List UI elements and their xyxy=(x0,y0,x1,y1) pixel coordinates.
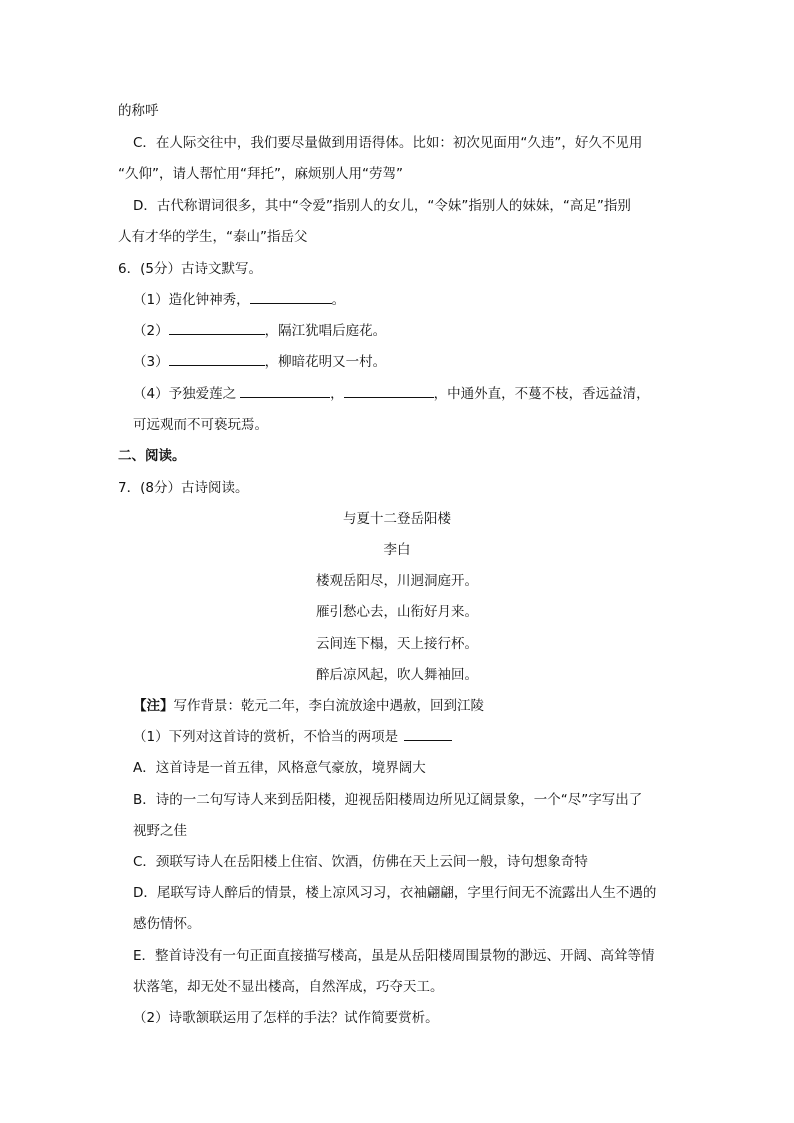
section-2-label: 二、阅读。 xyxy=(118,448,186,464)
poem-line: 醉后凉风起，吹人舞袖回。 xyxy=(316,667,478,683)
q6-item-3-suffix: ，柳暗花明又一村。 xyxy=(264,354,387,370)
q7-option-c: C．颈联写诗人在岳阳楼上住宿、饮酒，仿佛在天上云间一般，诗句想象奇特 xyxy=(133,854,588,870)
q6-item-2-prefix: （2） xyxy=(133,323,169,339)
q7-sub-1 xyxy=(133,727,452,747)
q5-tail-text: 的称呼 xyxy=(118,103,159,119)
q6-item-4-mid: ， xyxy=(330,386,344,402)
poem-note xyxy=(133,696,484,716)
poem-title: 与夏十二登岳阳楼 xyxy=(343,511,451,527)
q6-item-1-suffix: 。 xyxy=(331,292,346,308)
q6-item-4-line2: 可远观而不可亵玩焉。 xyxy=(133,417,268,433)
q7-option-a: A．这首诗是一首五律，风格意气豪放，境界阔大 xyxy=(133,760,426,776)
q6-item-4-prefix: （4）予独爱莲之 xyxy=(133,386,237,402)
q7-sub-2: （2）诗歌颔联运用了怎样的手法？试作简要赏析。 xyxy=(133,1010,439,1026)
answer-blank[interactable] xyxy=(240,384,330,398)
q5-option-c-line2: “久仰”，请人帮忙用“拜托”，麻烦别人用“劳驾” xyxy=(118,166,403,182)
q6-item-2 xyxy=(133,321,386,341)
q7-sub-1-text: （1）下列对这首诗的赏析，不恰当的两项是 xyxy=(133,729,399,745)
q7-option-d-line2: 感伤情怀。 xyxy=(133,916,201,932)
answer-blank[interactable] xyxy=(250,290,332,304)
poem-line: 楼观岳阳尽，川迥洞庭开。 xyxy=(316,573,478,589)
q7-option-b-line2: 视野之佳 xyxy=(133,823,187,839)
q5-option-d-line1: D．古代称谓词很多，其中“令爱”指别人的女儿，“令妹”指别人的妹妹，“高足”指别 xyxy=(133,198,631,214)
q5-option-c-line1: C．在人际交往中，我们要尽量做到用语得体。比如：初次见面用“久违”，好久不见用 xyxy=(133,135,643,151)
q5-option-d-line2: 人有才华的学生，“泰山”指岳父 xyxy=(118,229,308,245)
q6-item-4-suffix: ，中通外直，不蔓不枝，香远益清， xyxy=(433,386,650,402)
q7-title: 7．(8分）古诗阅读。 xyxy=(118,480,249,496)
answer-blank[interactable] xyxy=(169,352,265,366)
q6-item-1-prefix: （1）造化钟神秀， xyxy=(133,292,250,308)
q7-option-e-line1: E．整首诗没有一句正面直接描写楼高，虽是从岳阳楼周围景物的渺远、开阔、高耸等情 xyxy=(133,948,655,964)
q7-option-b-line1: B．诗的一二句写诗人来到岳阳楼，迎视岳阳楼周边所见辽阔景象，一个“尽”字写出了 xyxy=(133,792,643,808)
q6-item-4 xyxy=(133,384,650,404)
poem-author: 李白 xyxy=(383,542,411,558)
answer-blank[interactable] xyxy=(344,384,434,398)
q6-item-2-suffix: ，隔江犹唱后庭花。 xyxy=(264,323,387,339)
q7-option-d-line1: D．尾联写诗人醉后的情景，楼上凉风习习，衣袖翩翩，字里行间无不流露出人生不遇的 xyxy=(133,885,657,901)
answer-blank[interactable] xyxy=(169,321,265,335)
q6-item-1 xyxy=(133,290,345,310)
poem-line: 雁引愁心去，山衔好月来。 xyxy=(316,604,478,620)
q6-title: 6．(5分）古诗文默写。 xyxy=(118,261,262,277)
q7-option-e-line2: 状落笔，却无处不显出楼高，自然浑成，巧夺天工。 xyxy=(133,979,444,995)
note-text: 写作背景：乾元二年，李白流放途中遇赦，回到江陵 xyxy=(173,698,484,714)
poem-line: 云间连下榻，天上接行杯。 xyxy=(316,636,478,652)
answer-blank[interactable] xyxy=(404,727,452,741)
q6-item-3-prefix: （3） xyxy=(133,354,169,370)
note-label: 【注】 xyxy=(133,698,174,714)
section-2-heading xyxy=(118,446,186,466)
q6-item-3 xyxy=(133,352,386,372)
